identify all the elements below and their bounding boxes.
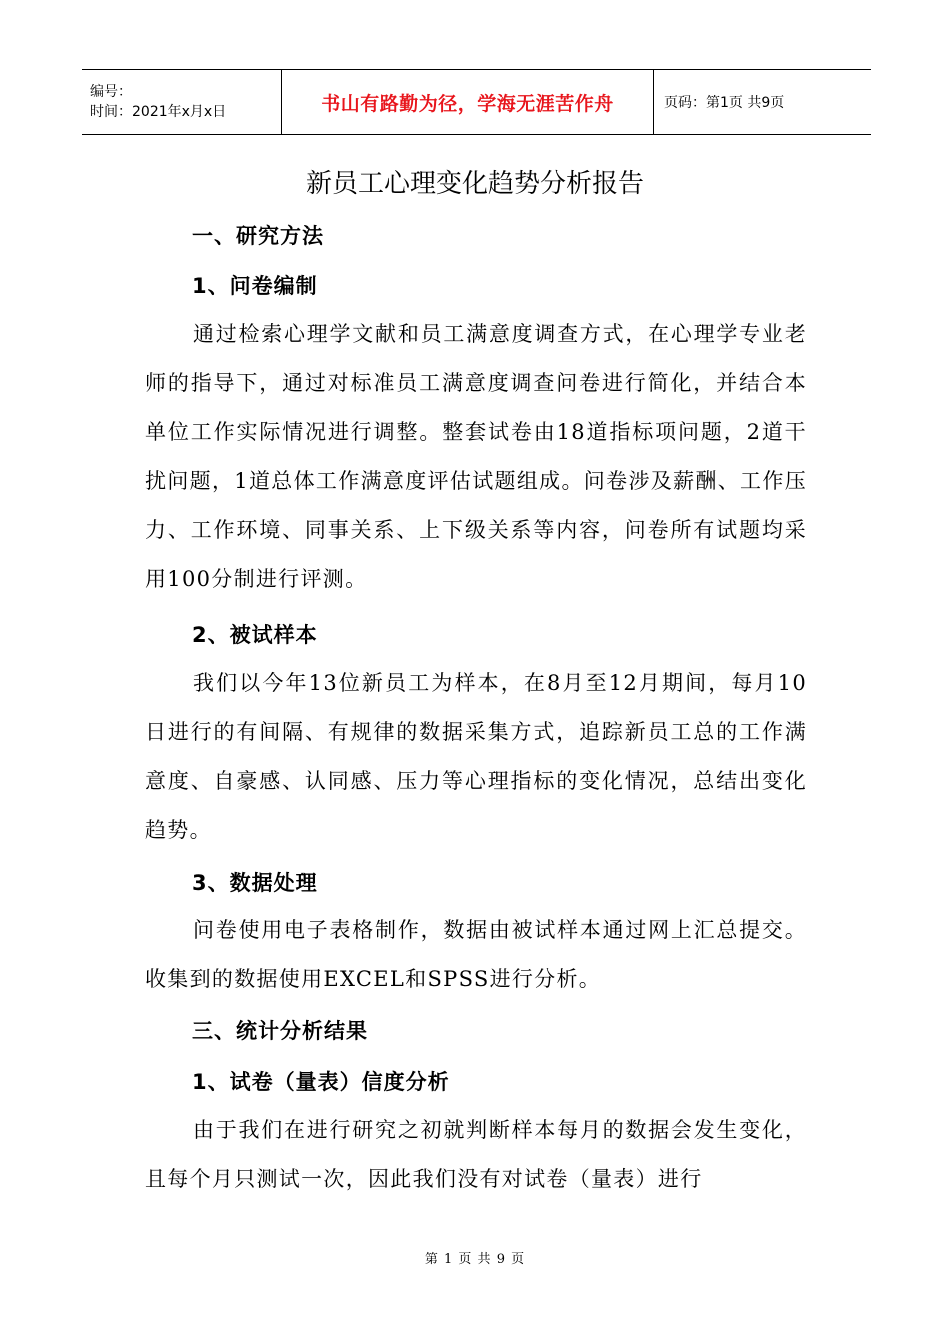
section-heading-results: 三、统计分析结果 xyxy=(192,1019,368,1043)
document-date: 时间：2021年x月x日 xyxy=(90,104,227,120)
header-page-cell xyxy=(654,70,871,134)
paragraph-sample: 我们以今年13位新员工为样本，在8月至12月期间，每月10日进行的有间隔、有规律的数据采集方式，追踪新员工总的工作满意度、自豪感、认同感、压力等心理指标的变化情况，总结出变化趋势。 xyxy=(145,671,807,842)
document-title: 新员工心理变化趋势分析报告 xyxy=(305,169,644,199)
subsection-heading-questionnaire: 1、问卷编制 xyxy=(192,274,318,298)
header-page-code: 页码：第1页 共9页 xyxy=(664,95,785,111)
header-motto: 书山有路勤为径，学海无涯苦作舟 xyxy=(321,92,614,115)
document-header xyxy=(82,69,871,135)
paragraph-data-processing: 问卷使用电子表格制作，数据由被试样本通过网上汇总提交。收集到的数据使用EXCEL和SPSS进行分析。 xyxy=(145,918,807,991)
document-number-label: 编号： xyxy=(90,84,132,100)
header-meta-cell xyxy=(82,70,282,134)
subsection-heading-sample: 2、被试样本 xyxy=(192,623,318,647)
subsection-heading-data-processing: 3、数据处理 xyxy=(192,871,318,895)
page-footer: 第 1 页 共 9 页 xyxy=(424,1252,526,1267)
paragraph-reliability: 由于我们在进行研究之初就判断样本每月的数据会发生变化，且每个月只测试一次，因此我们没有对试卷（量表）进行 xyxy=(145,1118,807,1191)
paragraph-questionnaire: 通过检索心理学文献和员工满意度调查方式，在心理学专业老师的指导下，通过对标准员工满意度调查问卷进行简化，并结合本单位工作实际情况进行调整。整套试卷由18道指标项问题，2道干扰问题，1道总体工作满意度评估试题组成。问卷涉及薪酬、工作压力、工作环境、同事关系、上下级关系等内容，问卷所有试题均采用100分制进行评测。 xyxy=(145,322,807,591)
header-motto-cell xyxy=(282,70,654,134)
section-heading-methods: 一、研究方法 xyxy=(192,224,324,248)
subsection-heading-reliability: 1、试卷（量表）信度分析 xyxy=(192,1070,450,1094)
